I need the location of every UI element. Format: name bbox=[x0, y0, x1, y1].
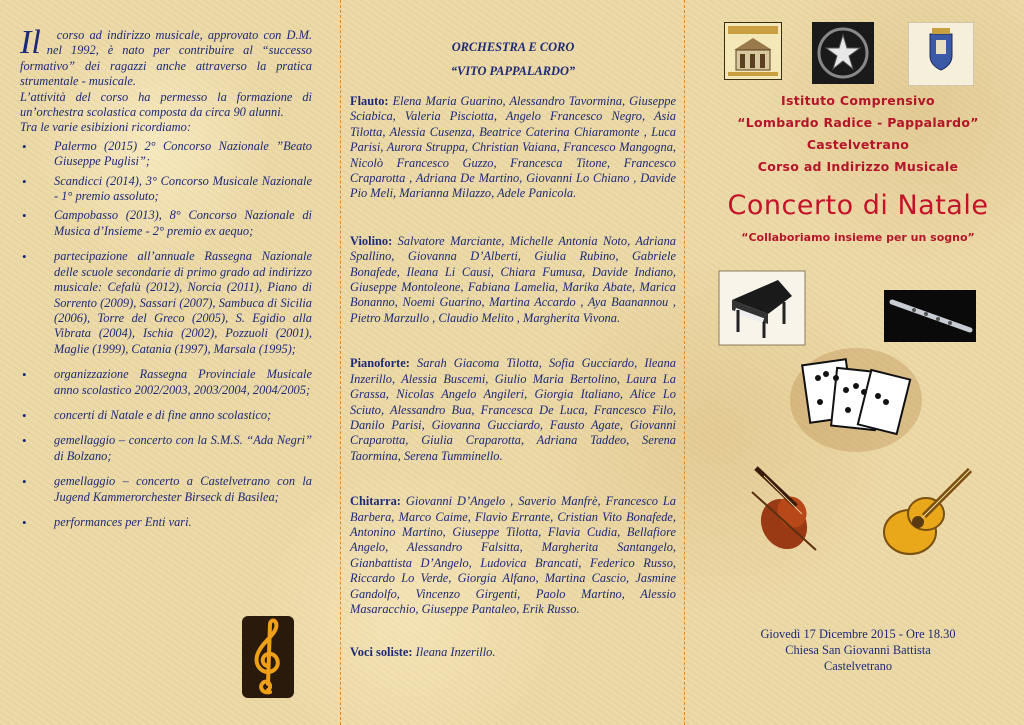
school-logo-icon bbox=[724, 22, 782, 80]
list-item: • performances per Enti vari. bbox=[20, 515, 312, 530]
intro-paragraph-1: corso ad indirizzo musicale, approvato con D.M. nel 1992, è nato per contribuire al “successo formativo” dei ragazzi anche attraverso la pratica strumentale - musicale. bbox=[20, 28, 312, 89]
section-label: Violino: bbox=[350, 233, 393, 248]
intro-paragraph-3: Tra le varie esibizioni ricordiamo: bbox=[20, 120, 191, 135]
event-venue: Chiesa San Giovanni Battista bbox=[785, 643, 931, 657]
intro-paragraph-2: L’attività del corso ha permesso la formazione di un’orchestra scolastica composta da circa 90 alunni. bbox=[20, 89, 312, 120]
list-item: • Palermo (2015) 2° Concorso Nazionale ”Beato Giuseppe Puglisi”; bbox=[20, 139, 312, 170]
school-line-3: Castelvetrano bbox=[806, 137, 910, 152]
section-label: Flauto: bbox=[350, 94, 389, 108]
concert-title: Concerto di Natale bbox=[727, 190, 989, 221]
dropcap: Il bbox=[20, 24, 41, 61]
school-name-block bbox=[700, 90, 1016, 178]
school-line-2: “Lombardo Radice - Pappalardo” bbox=[737, 115, 979, 130]
fold-line-left bbox=[340, 0, 341, 725]
section-names: Ileana Inzerillo. bbox=[415, 645, 496, 660]
school-line-4: Corso ad Indirizzo Musicale bbox=[757, 159, 959, 174]
fold-line-right bbox=[684, 0, 685, 725]
section-soloists bbox=[350, 645, 676, 660]
intro-text bbox=[20, 24, 312, 136]
sheet-music-icon bbox=[786, 344, 926, 456]
piano-icon bbox=[718, 270, 806, 346]
section-names: Giovanni D’Angelo , Saverio Manfrè, Francesco La Barbera, Marco Caime, Flavio Errante, Cristian Vito Bonafede, Antonino Martino, Giuseppe Tilotta, Flavia Cudia, Bellafiore Angelo, Alessandro Falsitta, Margherita Santangelo, Gianbattista D’Angelo, Ludovica Brancati, Federico Russo, Riccardo Lo Verde, Giorgia Alfano, Martina Cascio, Jasmine Gandolfo, Vincenzo Girgenti, Paolo Martino, Alessio Masaracchio, Giuseppe Pantaleo, Erik Russo. bbox=[350, 494, 676, 616]
violin-icon bbox=[742, 462, 826, 558]
logo-row bbox=[700, 16, 1016, 94]
performance-list bbox=[20, 139, 312, 531]
orchestra-panel bbox=[350, 38, 676, 725]
flute-icon bbox=[884, 290, 976, 342]
list-item: • partecipazione all’annuale Rassegna Nazionale delle scuole secondarie di primo grado ad indirizzo musicale: Cefalù (2012), Norcia (2011), Piano di Sorrento (2009), Sassari (2007), Sambuca di Sicilia (2006), Torre del Greco (2005), S. Egidio alla Vibrata (2004), Ischia (2002), Pozzuoli (2001), Maglie (1999), Catania (1997), Marsala (1995); bbox=[20, 249, 312, 357]
school-line-1: Istituto Comprensivo bbox=[781, 93, 935, 108]
section-flute bbox=[350, 94, 676, 202]
section-label: Pianoforte: bbox=[350, 356, 410, 371]
town-crest-icon bbox=[908, 22, 974, 86]
orchestra-heading: ORCHESTRA E CORO bbox=[451, 40, 575, 54]
section-guitar bbox=[350, 494, 676, 617]
list-item: • gemellaggio – concerto con la S.M.S. “Ada Negri” di Bolzano; bbox=[20, 433, 312, 464]
list-item: • organizzazione Rassegna Provinciale Musicale anno scolastico 2002/2003, 2003/2004, 2004/2005; bbox=[20, 367, 312, 398]
section-names: Sarah Giacoma Tilotta, Sofia Gucciardo, Ileana Inzerillo, Alessia Buscemi, Giulio Maria Bertolino, Laura La Grassa, Nicolas Angelo Angileri, Giorgia Italiano, Alice Lo Sciuto, Alessandro Bua, Francesca De Luca, Francesco Filo, Danilo Parisi, Giovanna Gucciardo, Fausto Agate, Giovanni Craparotta, Giulia Craparotta, Adriana Taddeo, Serena Taormina, Serena Tumminello. bbox=[350, 356, 676, 463]
section-label: Voci soliste: bbox=[350, 645, 413, 660]
section-label: Chitarra: bbox=[350, 494, 401, 509]
list-item: • gemellaggio – concerto a Castelvetrano con la Jugend Kammerorchester Birseck di Basilea; bbox=[20, 474, 312, 505]
section-names: Salvatore Marciante, Michelle Antonia Noto, Adriana Spallino, Giovanna D’Alberti, Giulia Rubino, Gabriele Bonafede, Ileana Li Causi, Chiara Fumusa, Davide Indiano, Giuseppe Montoleone, Fabiana Lamelia, Marika Abate, Marica Bonanno, Noemi Guarino, Martina Accardo , Aya Baanannou , Pietro Marzullo , Claudio Melito , Margherita Vivona. bbox=[350, 233, 676, 325]
orchestra-name: “VITO PAPPALARDO” bbox=[450, 64, 576, 78]
section-names: Elena Maria Guarino, Alessandro Tavormina, Giuseppe Sciabica, Valeria Pisciotta, Angelo Francesco Negro, Asia Tilotta, Alessia Cusenza, Beatrice Caterina Chiaramonte , Luca Parisi, Aurora Struppa, Christian Vaiana, Francesco Mangogna, Nicolò Francesco Guzzo, Francesca Titone, Francesco Craparotta , Adriana De Martino, Giovanni Lo Chiano , Davide Pio Meli, Marianna Milazzo, Adele Panicola. bbox=[350, 94, 676, 201]
treble-clef-icon bbox=[240, 614, 296, 700]
concert-subtitle: “Collaboriamo insieme per un sogno” bbox=[741, 231, 975, 244]
section-violin bbox=[350, 234, 676, 326]
list-item: • Scandicci (2014), 3° Concorso Musicale Nazionale - 1° premio assoluto; bbox=[20, 174, 312, 205]
section-piano bbox=[350, 356, 676, 464]
list-item: • Campobasso (2013), 8° Concorso Nazionale di Musica d’Insieme - 2° premio ex aequo; bbox=[20, 208, 312, 239]
event-city: Castelvetrano bbox=[823, 659, 893, 673]
event-date: Giovedì 17 Dicembre 2015 - Ore 18.30 bbox=[760, 627, 956, 641]
republic-emblem-icon bbox=[812, 22, 874, 84]
guitar-icon bbox=[874, 462, 978, 562]
event-details bbox=[700, 626, 1016, 674]
list-item: • concerti di Natale e di fine anno scolastico; bbox=[20, 408, 312, 423]
